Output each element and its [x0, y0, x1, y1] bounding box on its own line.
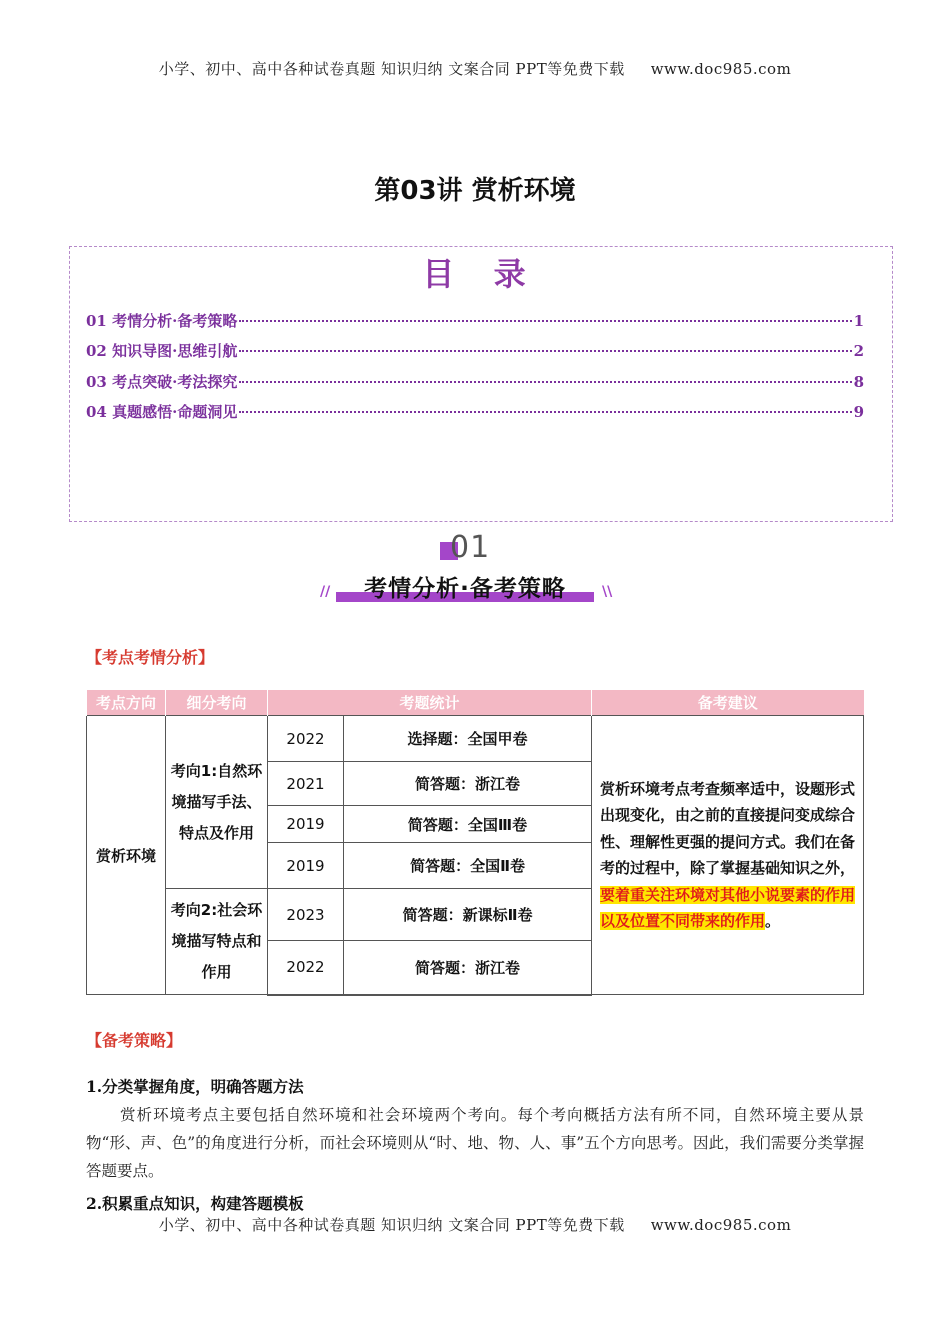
year-cell: 2022	[268, 716, 344, 762]
analysis-label: 【考点考情分析】	[86, 648, 215, 667]
toc-item[interactable]	[86, 340, 864, 362]
toc-item[interactable]	[86, 310, 864, 332]
page-header	[0, 58, 950, 79]
document-title: 第03讲 赏析环境	[374, 176, 576, 206]
year-cell: 2019	[268, 843, 344, 889]
toc-item-page: 8	[853, 373, 864, 391]
footer-url[interactable]: www.doc985.com	[650, 1216, 792, 1234]
toc-leader	[239, 320, 851, 322]
footer-text: 小学、初中、高中各种试卷真题 知识归纳 文案合同 PPT等免费下载	[158, 1216, 625, 1234]
strategy-heading-1: 1.分类掌握角度，明确答题方法	[86, 1077, 304, 1096]
item-cell: 简答题：全国Ⅱ卷	[344, 843, 592, 889]
toc-item[interactable]	[86, 371, 864, 393]
table-row	[87, 716, 864, 762]
advice-end: 。	[765, 912, 781, 930]
item-cell: 简答题：全国Ⅲ卷	[344, 806, 592, 843]
toc-leader	[239, 350, 851, 352]
table-of-contents	[69, 246, 893, 522]
advice-highlight: 要着重关注环境对其他小说要素的作用以及位置不同带来的作用	[600, 885, 856, 930]
item-cell: 选择题：全国甲卷	[344, 716, 592, 762]
toc-item-label: 02 知识导图·思维引航	[86, 342, 238, 360]
column-header: 备考建议	[592, 690, 864, 716]
advice-text: 赏析环境考点考查频率适中，设题形式出现变化，由之前的直接提问变成综合性、理解性更强的提问方式。我们在备考的过程中，除了掌握基础知识之外，	[600, 779, 856, 877]
toc-item[interactable]	[86, 401, 864, 423]
direction-cell: 考向1:自然环境描写手法、特点及作用	[166, 716, 268, 889]
direction-cell: 考向2:社会环境描写特点和作用	[166, 889, 268, 995]
banner-number: 01	[450, 530, 491, 565]
toc-item-label: 03 考点突破·考法探究	[86, 373, 238, 391]
strategy-paragraph: 赏析环境考点主要包括自然环境和社会环境两个考向。每个考向概括方法有所不同，自然环境主要从景物“形、声、色”的角度进行分析，而社会环境则从“时、地、物、人、事”五个方向思考。因此，我们需要分类掌握答题要点。	[86, 1106, 864, 1180]
item-cell: 简答题：新课标Ⅱ卷	[344, 889, 592, 941]
toc-item-label: 04 真题感悟·命题洞见	[86, 403, 238, 421]
column-header: 考点方向	[87, 690, 166, 716]
item-cell: 简答题：浙江卷	[344, 941, 592, 995]
strategy-label: 【备考策略】	[86, 1031, 183, 1050]
banner-title: 考情分析·备考策略	[364, 576, 566, 602]
toc-leader	[239, 411, 851, 413]
column-header: 细分考向	[166, 690, 268, 716]
section-banner	[320, 530, 620, 610]
toc-heading: 目 录	[422, 255, 540, 293]
page-footer	[0, 1214, 950, 1235]
column-header: 考题统计	[268, 690, 592, 716]
table-header-row	[87, 690, 864, 716]
banner-slash-right: \\	[602, 584, 613, 600]
header-text: 小学、初中、高中各种试卷真题 知识归纳 文案合同 PPT等免费下载	[158, 60, 625, 78]
year-cell: 2023	[268, 889, 344, 941]
item-cell: 简答题：浙江卷	[344, 762, 592, 806]
header-url[interactable]: www.doc985.com	[650, 60, 792, 78]
banner-slash-left: //	[320, 584, 331, 600]
strategy-heading-2: 2.积累重点知识，构建答题模板	[86, 1194, 304, 1213]
year-cell: 2019	[268, 806, 344, 843]
toc-item-label: 01 考情分析·备考策略	[86, 312, 238, 330]
toc-item-page: 2	[853, 342, 864, 360]
toc-leader	[239, 381, 851, 383]
toc-item-page: 1	[853, 312, 864, 330]
topic-cell: 赏析环境	[87, 716, 166, 995]
advice-cell	[592, 716, 864, 995]
exam-analysis-table	[86, 690, 864, 996]
year-cell: 2021	[268, 762, 344, 806]
toc-item-page: 9	[853, 403, 864, 421]
year-cell: 2022	[268, 941, 344, 995]
